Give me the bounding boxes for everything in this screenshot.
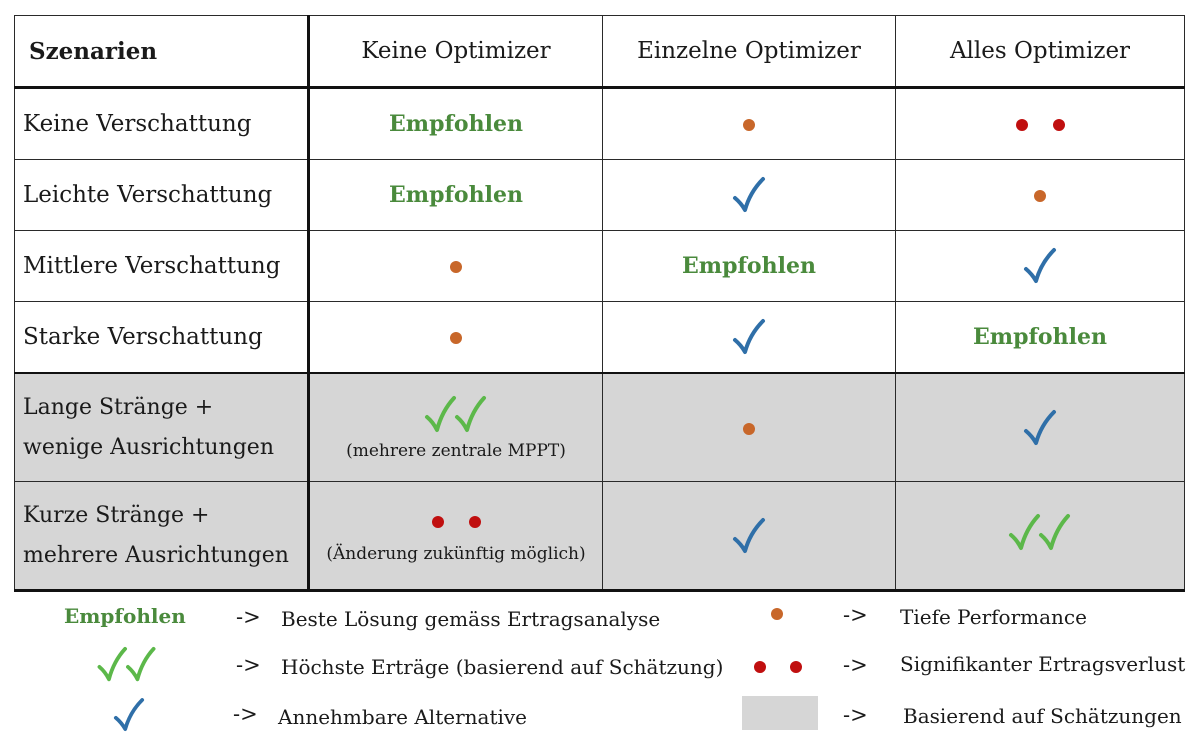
red-dots-icon [432, 516, 481, 528]
recommended-text: Empfohlen [973, 324, 1107, 350]
table-row [15, 373, 1185, 482]
cell [309, 160, 603, 231]
orange-dot-icon [743, 119, 755, 131]
header-single-optimizer: Einzelne Optimizer [603, 16, 896, 88]
cell [603, 373, 896, 482]
row-label: Keine Verschattung [15, 88, 309, 160]
row-label [15, 482, 309, 591]
blue-check-icon [1023, 409, 1057, 447]
cell [309, 231, 603, 302]
cell [896, 231, 1185, 302]
recommended-text: Empfohlen [389, 182, 523, 208]
legend-blue-check-icon [113, 697, 145, 733]
cell [896, 373, 1185, 482]
legend-orange-dot-icon [771, 608, 783, 620]
legend-red-dot-icon [754, 661, 766, 673]
table-row [15, 302, 1185, 374]
row-label-line2: mehrere Ausrichtungen [23, 542, 289, 568]
row-label [15, 373, 309, 482]
cell [603, 482, 896, 591]
cell [603, 231, 896, 302]
legend-recommended-word: Empfohlen [64, 604, 186, 628]
blue-check-icon [732, 318, 766, 356]
orange-dot-icon [450, 261, 462, 273]
legend-arrow: -> [236, 653, 261, 677]
legend-arrow: -> [843, 653, 868, 677]
double-check-icon [424, 395, 488, 435]
blue-check-icon [732, 176, 766, 214]
legend-check-desc: Annehmbare Alternative [278, 705, 528, 729]
legend-double-check-icon [96, 646, 158, 684]
cell-note: (mehrere zentrale MPPT) [346, 440, 566, 461]
legend-arrow: -> [843, 603, 868, 627]
cell [896, 160, 1185, 231]
header-all-optimizer: Alles Optimizer [896, 16, 1185, 88]
table-row [15, 160, 1185, 231]
legend-red-dot-icon [790, 661, 802, 673]
row-label: Starke Verschattung [15, 302, 309, 374]
legend-shade-desc: Basierend auf Schätzungen [903, 704, 1182, 728]
header-row [15, 16, 1185, 88]
orange-dot-icon [1034, 190, 1046, 202]
legend-double-check-desc: Höchste Erträge (basierend auf Schätzung) [281, 655, 724, 679]
row-label-line1: Kurze Stränge + [23, 502, 210, 528]
comparison-table [14, 15, 1185, 592]
recommended-text: Empfohlen [389, 111, 523, 137]
cell [309, 302, 603, 374]
cell [603, 302, 896, 374]
cell [896, 88, 1185, 160]
orange-dot-icon [743, 423, 755, 435]
row-label-line1: Lange Stränge + [23, 394, 214, 420]
cell [896, 302, 1185, 374]
legend-recommended-desc: Beste Lösung gemäss Ertragsanalyse [281, 607, 661, 631]
orange-dot-icon [450, 332, 462, 344]
header-no-optimizer: Keine Optimizer [309, 16, 603, 88]
legend-arrow: -> [843, 703, 868, 727]
legend-dots2-desc: Signifikanter Ertragsverlust [900, 652, 1186, 676]
double-check-icon [1008, 513, 1072, 553]
header-scenarios: Szenarien [15, 16, 309, 88]
cell [309, 373, 603, 482]
row-label-line2: wenige Ausrichtungen [23, 434, 274, 460]
row-label: Leichte Verschattung [15, 160, 309, 231]
recommended-text: Empfohlen [682, 253, 816, 279]
cell-note: (Änderung zukünftig möglich) [326, 543, 586, 564]
legend-arrow: -> [236, 605, 261, 629]
row-label: Mittlere Verschattung [15, 231, 309, 302]
legend-arrow: -> [233, 702, 258, 726]
table-row [15, 88, 1185, 160]
red-dots-icon [1016, 119, 1065, 131]
table-row [15, 482, 1185, 591]
cell [603, 88, 896, 160]
legend-dot-desc: Tiefe Performance [900, 605, 1087, 629]
blue-check-icon [732, 517, 766, 555]
table-row [15, 231, 1185, 302]
legend-shade-swatch [742, 696, 818, 730]
cell [603, 160, 896, 231]
blue-check-icon [1023, 247, 1057, 285]
cell [309, 88, 603, 160]
cell [896, 482, 1185, 591]
cell [309, 482, 603, 591]
